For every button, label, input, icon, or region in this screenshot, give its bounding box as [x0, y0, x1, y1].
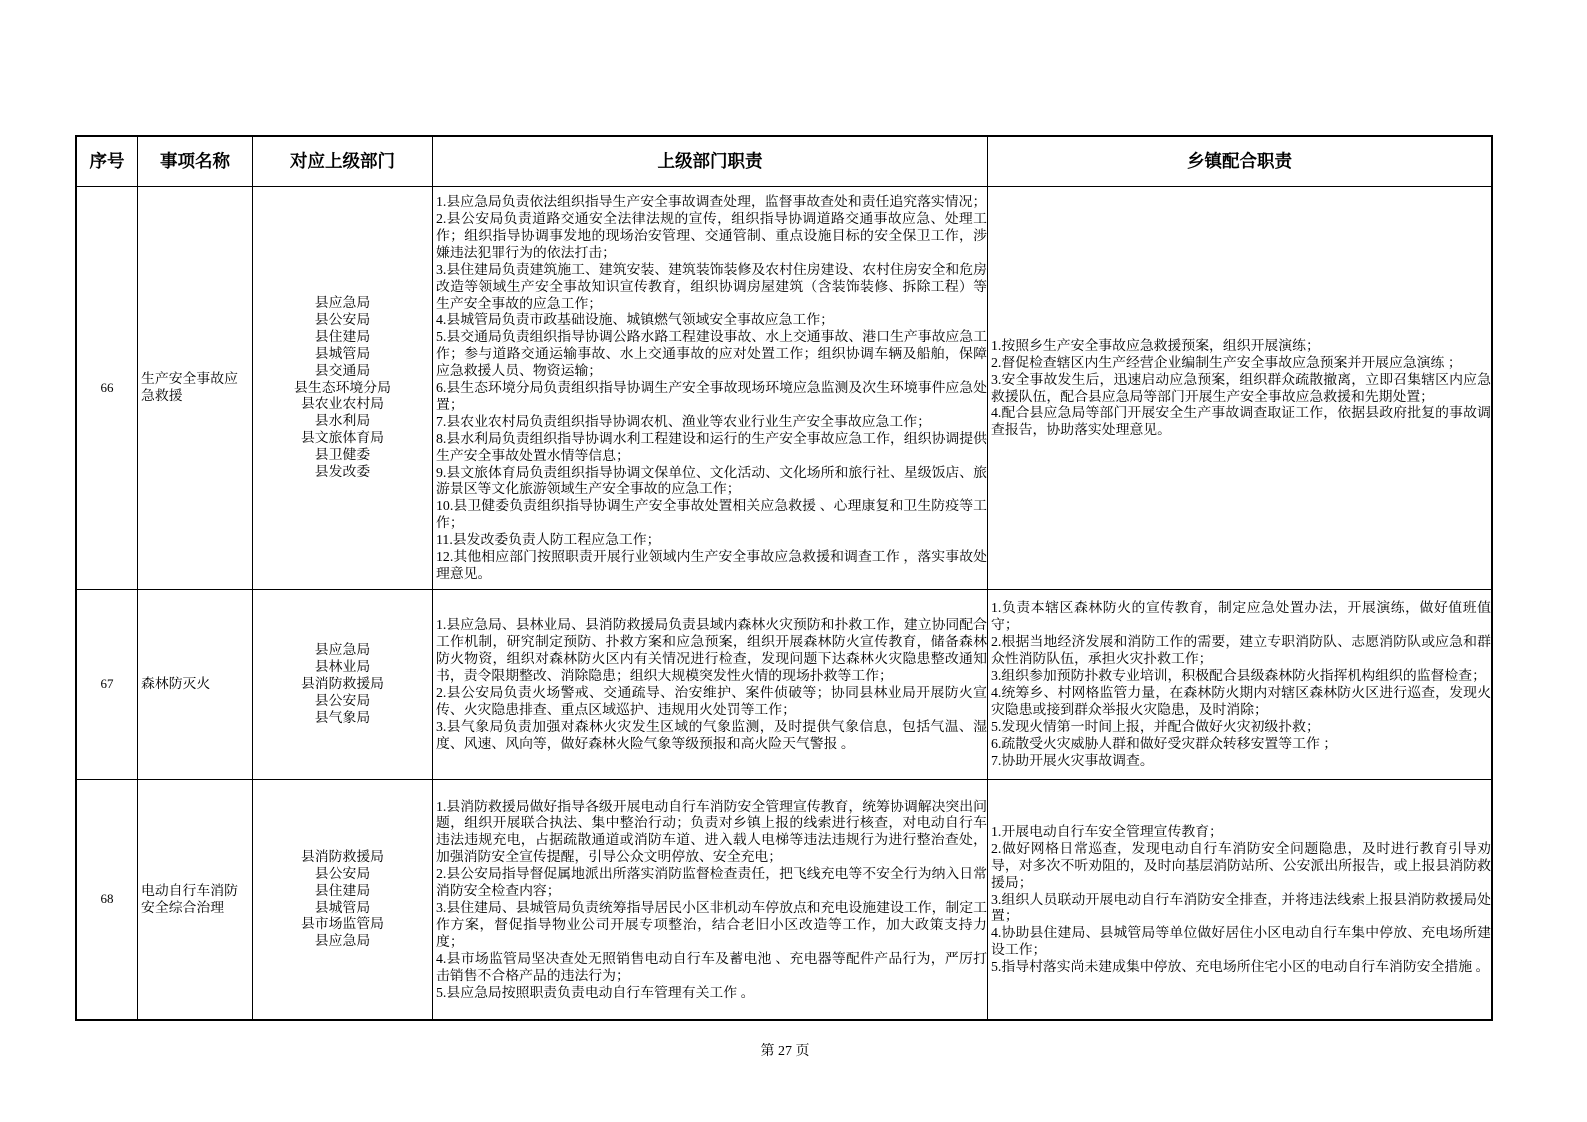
header-superior-duties-cell — [433, 137, 987, 186]
department-item: 县市场监管局 — [300, 916, 385, 932]
duty-item: 5.县交通局负责组织指导协调公路水路工程建设事故、水上交通事故、港口生产事故应急工作；参与道路交通运输事故、水上交通事故的应对处置工作；组织协调车辆及船舶，保障应急救援人员、物资运输； — [436, 329, 987, 379]
header-township-duties: 乡镇配合职责 — [1187, 151, 1292, 172]
township-duties-list — [991, 338, 1491, 439]
duty-item: 7.县农业农村局负责组织指导协调农机、渔业等农业行业生产安全事故应急工作； — [436, 413, 931, 429]
duty-item: 4.县市场监管局坚决查处无照销售电动自行车及蓄电池 、充电器等配件产品行为，严厉打击销售不合格产品的违法行为； — [436, 950, 987, 983]
department-item: 县文旅体育局 — [300, 430, 385, 446]
township-duties-list — [991, 600, 1491, 769]
page-number: 第 27 页 — [760, 1044, 810, 1059]
township-duty-item: 2.根据当地经济发展和消防工作的需要，建立专职消防队、志愿消防队或应急和群众性消防队伍，承担火灾扑救工作； — [991, 634, 1491, 667]
duty-item: 11.县发改委负责人防工程应急工作； — [436, 532, 661, 548]
township-duty-item: 2.做好网格日常巡查，发现电动自行车消防安全问题隐患，及时进行教育引导劝导，对多次不听劝阻的，及时向基层消防站所、公安派出所报告，或上报县消防救援局； — [991, 840, 1491, 890]
item-name-cell — [138, 590, 252, 779]
duty-item: 1.县应急局负责依法组织指导生产安全事故调查处理，监督事故查处和责任追究落实情况； — [436, 194, 987, 210]
item-number: 66 — [100, 379, 114, 395]
township-duty-item: 5.指导村落实尚未建成集中停放、充电场所住宅小区的电动自行车消防安全措施 。 — [991, 959, 1490, 975]
header-departments-cell — [253, 137, 432, 186]
duty-item: 2.县公安局负责火场警戒、交通疏导、治安维护、案件侦破等；协同县林业局开展防火宣传、火灾隐患排查、重点区域巡护、违规用火处罚等工作； — [436, 685, 987, 717]
department-list — [255, 849, 430, 950]
item-name: 森林防灭火 — [141, 676, 211, 692]
department-item: 县城管局 — [314, 899, 371, 915]
department-item: 县公安局 — [314, 692, 371, 708]
duty-item: 2.县公安局负责道路交通安全法律法规的宣传，组织指导协调道路交通事故应急、处理工作；组织指导协调事发地的现场治安管理、交通管制、重点设施目标的安全保卫工作，涉嫌违法犯罪行为的依法打击； — [436, 210, 987, 260]
department-item: 县生态环境分局 — [294, 379, 391, 395]
department-item: 县水利局 — [314, 413, 371, 429]
superior-duties-cell — [433, 187, 987, 589]
header-number: 序号 — [89, 151, 125, 172]
superior-duties-list — [436, 617, 987, 752]
department-item: 县消防救援局 — [300, 848, 385, 864]
township-duty-item: 3.组织参加预防扑救专业培训，积极配合县级森林防火指挥机构组织的监督检查； — [991, 668, 1486, 684]
duty-item: 3.县气象局负责加强对森林火灾发生区域的气象监测，及时提供气象信息，包括气温、湿度、风速、风向等，做好森林火险气象等级预报和高火险天气警报 。 — [436, 718, 987, 751]
township-duty-item: 4.统筹乡、村网格监管力量，在森林防火期内对辖区森林防火区进行巡查，发现火灾隐患或接到群众举报火灾隐患，及时消除； — [991, 685, 1491, 717]
header-superior-duties: 上级部门职责 — [657, 151, 763, 172]
superior-duties-list — [436, 194, 987, 583]
department-item: 县农业农村局 — [300, 396, 385, 412]
item-number-cell — [77, 780, 137, 1019]
duty-item: 8.县水利局负责组织指导协调水利工程建设和运行的生产安全事故应急工作，组织协调提供生产安全事故处置水情等信息； — [436, 430, 987, 463]
item-number: 68 — [100, 891, 114, 907]
duty-item: 4.县城管局负责市政基础设施、城镇燃气领域安全事故应急工作； — [436, 312, 835, 328]
department-list — [255, 295, 430, 481]
township-duty-item: 1.开展电动自行车安全管理宣传教育； — [991, 823, 1223, 839]
duty-item: 3.县住建局负责建筑施工、建筑安装、建筑装饰装修及农村住房建设、农村住房安全和危房改造等领域生产安全事故知识宣传教育，组织协调房屋建筑（含装饰装修、拆除工程）等生产安全事故的应急工作； — [436, 261, 987, 311]
township-duty-item: 5.发现火情第一时间上报，并配合做好火灾初级扑救； — [991, 718, 1320, 734]
header-departments: 对应上级部门 — [290, 151, 395, 172]
department-item: 县公安局 — [314, 311, 371, 327]
superior-duties-cell — [433, 590, 987, 779]
header-number-cell — [77, 137, 137, 186]
township-duty-item: 7.协助开展火灾事故调查。 — [991, 752, 1154, 768]
department-item: 县应急局 — [314, 642, 371, 658]
header-item-name: 事项名称 — [160, 151, 230, 172]
township-duty-item: 4.配合县应急局等部门开展安全生产事故调查取证工作，依据县政府批复的事故调查报告，协助落实处理意见。 — [991, 405, 1491, 438]
duty-item: 10.县卫健委负责组织指导协调生产安全事故处置相关应急救援 、心理康复和卫生防疫等工作； — [436, 498, 987, 531]
department-item: 县公安局 — [314, 865, 371, 881]
department-item: 县应急局 — [314, 933, 371, 949]
township-duty-item: 1.按照乡生产安全事故应急救援预案，组织开展演练； — [991, 337, 1320, 353]
departments-cell — [253, 187, 432, 589]
item-name-cell — [138, 187, 252, 589]
department-item: 县卫健委 — [314, 447, 371, 463]
item-name-cell — [138, 780, 252, 1019]
township-duty-item: 6.疏散受火灾威胁人群和做好受灾群众转移安置等工作 ； — [991, 735, 1338, 751]
township-duty-item: 4.协助县住建局、县城管局等单位做好居住小区电动自行车集中停放、充电场所建设工作； — [991, 925, 1491, 958]
department-item: 县应急局 — [314, 295, 371, 311]
header-item-name-cell — [138, 137, 252, 186]
duty-item: 9.县文旅体育局负责组织指导协调文保单位、文化活动、文化场所和旅行社、星级饭店、旅游景区等文化旅游领域生产安全事故的应急工作； — [436, 464, 987, 497]
department-item: 县发改委 — [314, 464, 371, 480]
department-item: 县城管局 — [314, 345, 371, 361]
duties-table — [75, 135, 1493, 1021]
township-duty-item: 1.负责本辖区森林防火的宣传教育，制定应急处置办法，开展演练，做好值班值守； — [991, 600, 1491, 633]
township-duty-item: 3.安全事故发生后，迅速启动应急预案，组织群众疏散撤离，立即召集辖区内应急救援队伍，配合县应急局等部门开展生产安全事故应急救援和先期处置； — [991, 371, 1491, 404]
township-duties-list — [991, 824, 1491, 976]
item-number-cell — [77, 187, 137, 589]
duty-item: 1.县应急局、县林业局、县消防救援局负责县域内森林火灾预防和扑救工作，建立协同配合工作机制，研究制定预防、扑救方案和应急预案，组织开展森林防火宣传教育，储备森林防火物资，组织对森林防火区内有关情况进行检查，发现问题下达森林火灾隐患整改通知书，责令限期整改、消除隐患；组织大规模突发性火情的现场扑救等工作； — [436, 617, 987, 684]
duty-item: 2.县公安局指导督促属地派出所落实消防监督检查责任，把飞线充电等不安全行为纳入日常消防安全检查内容； — [436, 866, 987, 899]
header-township-duties-cell — [988, 137, 1491, 186]
township-duties-cell — [988, 187, 1491, 589]
duty-item: 6.县生态环境分局负责组织指导协调生产安全事故现场环境应急监测及次生环境事件应急处置； — [436, 380, 987, 412]
department-item: 县交通局 — [314, 362, 371, 378]
department-item: 县住建局 — [314, 328, 371, 344]
township-duties-cell — [988, 590, 1491, 779]
department-item: 县住建局 — [314, 882, 371, 898]
departments-cell — [253, 590, 432, 779]
superior-duties-cell — [433, 780, 987, 1019]
department-item: 县消防救援局 — [300, 676, 385, 692]
township-duty-item: 3.组织人员联动开展电动自行车消防安全排查，并将违法线索上报县消防救援局处置； — [991, 891, 1491, 924]
department-item: 县气象局 — [314, 709, 371, 725]
item-name: 电动自行车消防安全综合治理 — [141, 882, 238, 915]
duty-item: 12.其他相应部门按照职责开展行业领域内生产安全事故应急救援和调查工作 ，落实事故处理意见。 — [436, 549, 987, 582]
duty-item: 3.县住建局、县城管局负责统筹指导居民小区非机动车停放点和充电设施建设工作，制定工作方案，督促指导物业公司开展专项整治，结合老旧小区改造等工作，加大政策支持力度； — [436, 900, 987, 949]
township-duty-item: 2.督促检查辖区内生产经营企业编制生产安全事故应急预案并开展应急演练 ； — [991, 354, 1462, 370]
township-duties-cell — [988, 780, 1491, 1019]
departments-cell — [253, 780, 432, 1019]
item-number: 67 — [100, 676, 114, 692]
superior-duties-list — [436, 799, 987, 1002]
department-list — [255, 642, 430, 727]
item-name: 生产安全事故应急救援 — [141, 371, 238, 403]
item-number-cell — [77, 590, 137, 779]
duty-item: 5.县应急局按照职责负责电动自行车管理有关工作 。 — [436, 984, 755, 1000]
department-item: 县林业局 — [314, 659, 371, 675]
duty-item: 1.县消防救援局做好指导各级开展电动自行车消防安全管理宣传教育，统筹协调解决突出问题，组织开展联合执法、集中整治行动；负责对乡镇上报的线索进行核查，对电动自行车违法违规充电，占据疏散通道或消防车道、进入载人电梯等违法违规行为进行整治查处，加强消防安全宣传提醒，引导公众文明停放、安全充电； — [436, 798, 987, 865]
